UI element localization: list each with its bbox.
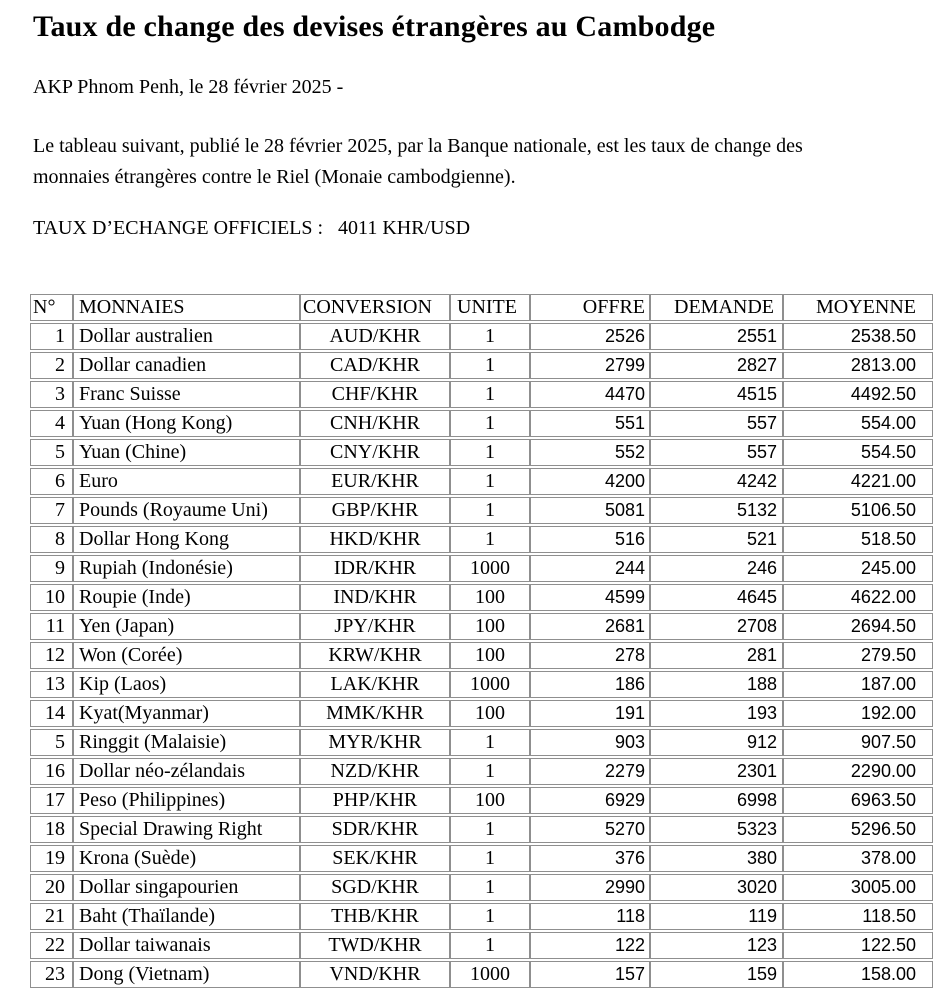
- table-row: [30, 497, 933, 524]
- cell-unit: 1000: [450, 671, 530, 698]
- cell-row-number: 12: [30, 642, 73, 669]
- cell-conversion: CNY/KHR: [300, 439, 450, 466]
- cell-row-number: 19: [30, 845, 73, 872]
- cell-average: 2813.00: [783, 352, 933, 379]
- cell-average: 122.50: [783, 932, 933, 959]
- cell-unit: 100: [450, 613, 530, 640]
- cell-offer: 5270: [530, 816, 650, 843]
- cell-row-number: 11: [30, 613, 73, 640]
- cell-demand: 521: [650, 526, 783, 553]
- cell-offer: 5081: [530, 497, 650, 524]
- table-row: [30, 468, 933, 495]
- cell-conversion: SDR/KHR: [300, 816, 450, 843]
- cell-average: 192.00: [783, 700, 933, 727]
- cell-currency-name: Franc Suisse: [73, 381, 300, 408]
- cell-demand: 123: [650, 932, 783, 959]
- cell-demand: 6998: [650, 787, 783, 814]
- cell-conversion: CAD/KHR: [300, 352, 450, 379]
- col-header-unit: UNITE: [450, 294, 530, 321]
- cell-currency-name: Kyat(Myanmar): [73, 700, 300, 727]
- cell-demand: 2708: [650, 613, 783, 640]
- cell-currency-name: Dollar néo-zélandais: [73, 758, 300, 785]
- cell-conversion: VND/KHR: [300, 961, 450, 988]
- cell-conversion: AUD/KHR: [300, 323, 450, 350]
- cell-row-number: 3: [30, 381, 73, 408]
- cell-unit: 1000: [450, 961, 530, 988]
- cell-demand: 188: [650, 671, 783, 698]
- cell-conversion: KRW/KHR: [300, 642, 450, 669]
- table-row: [30, 758, 933, 785]
- cell-offer: 903: [530, 729, 650, 756]
- cell-average: 554.00: [783, 410, 933, 437]
- cell-unit: 1: [450, 932, 530, 959]
- cell-unit: 1: [450, 410, 530, 437]
- cell-offer: 2990: [530, 874, 650, 901]
- cell-average: 3005.00: [783, 874, 933, 901]
- cell-conversion: IDR/KHR: [300, 555, 450, 582]
- cell-average: 158.00: [783, 961, 933, 988]
- cell-unit: 100: [450, 700, 530, 727]
- cell-offer: 552: [530, 439, 650, 466]
- table-row: [30, 700, 933, 727]
- col-header-offer: OFFRE: [530, 294, 650, 321]
- col-header-num: N°: [30, 294, 73, 321]
- cell-unit: 1000: [450, 555, 530, 582]
- cell-conversion: GBP/KHR: [300, 497, 450, 524]
- cell-average: 4221.00: [783, 468, 933, 495]
- cell-currency-name: Dollar canadien: [73, 352, 300, 379]
- cell-conversion: JPY/KHR: [300, 613, 450, 640]
- cell-unit: 1: [450, 903, 530, 930]
- cell-currency-name: Yen (Japan): [73, 613, 300, 640]
- cell-conversion: LAK/KHR: [300, 671, 450, 698]
- intro-line-1: Le tableau suivant, publié le 28 février 2025, par la Banque nationale, est les taux de change des: [33, 135, 803, 157]
- cell-row-number: 20: [30, 874, 73, 901]
- cell-average: 5106.50: [783, 497, 933, 524]
- cell-unit: 1: [450, 874, 530, 901]
- cell-conversion: TWD/KHR: [300, 932, 450, 959]
- cell-conversion: MYR/KHR: [300, 729, 450, 756]
- table-row: [30, 642, 933, 669]
- col-header-demand: DEMANDE: [650, 294, 783, 321]
- cell-unit: 100: [450, 584, 530, 611]
- cell-row-number: 18: [30, 816, 73, 843]
- cell-conversion: CHF/KHR: [300, 381, 450, 408]
- cell-row-number: 1: [30, 323, 73, 350]
- cell-currency-name: Krona (Suède): [73, 845, 300, 872]
- table-row: [30, 584, 933, 611]
- cell-demand: 557: [650, 439, 783, 466]
- col-header-average: MOYENNE: [783, 294, 933, 321]
- cell-offer: 6929: [530, 787, 650, 814]
- cell-unit: 100: [450, 787, 530, 814]
- cell-row-number: 6: [30, 468, 73, 495]
- table-row: [30, 845, 933, 872]
- dateline: AKP Phnom Penh, le 28 février 2025 -: [33, 76, 344, 98]
- cell-row-number: 10: [30, 584, 73, 611]
- table-header-row: [30, 294, 933, 321]
- cell-unit: 1: [450, 729, 530, 756]
- table-row: [30, 671, 933, 698]
- cell-currency-name: Yuan (Hong Kong): [73, 410, 300, 437]
- cell-currency-name: Kip (Laos): [73, 671, 300, 698]
- cell-conversion: THB/KHR: [300, 903, 450, 930]
- cell-unit: 1: [450, 381, 530, 408]
- cell-demand: 4645: [650, 584, 783, 611]
- cell-offer: 2799: [530, 352, 650, 379]
- table-row: [30, 932, 933, 959]
- cell-demand: 3020: [650, 874, 783, 901]
- official-exchange-rate: TAUX D’ECHANGE OFFICIELS : 4011 KHR/USD: [33, 217, 471, 239]
- cell-average: 6963.50: [783, 787, 933, 814]
- cell-offer: 2681: [530, 613, 650, 640]
- cell-row-number: 8: [30, 526, 73, 553]
- cell-average: 245.00: [783, 555, 933, 582]
- cell-offer: 157: [530, 961, 650, 988]
- page-title: Taux de change des devises étrangères au Cambodge: [33, 10, 716, 43]
- cell-unit: 1: [450, 497, 530, 524]
- cell-row-number: 9: [30, 555, 73, 582]
- cell-row-number: 7: [30, 497, 73, 524]
- table-row: [30, 352, 933, 379]
- cell-row-number: 22: [30, 932, 73, 959]
- cell-average: 118.50: [783, 903, 933, 930]
- cell-demand: 2827: [650, 352, 783, 379]
- exchange-rate-table: [30, 292, 933, 990]
- table-row: [30, 874, 933, 901]
- cell-demand: 2301: [650, 758, 783, 785]
- cell-conversion: HKD/KHR: [300, 526, 450, 553]
- cell-row-number: 23: [30, 961, 73, 988]
- table-row: [30, 439, 933, 466]
- cell-currency-name: Baht (Thaïlande): [73, 903, 300, 930]
- cell-offer: 4470: [530, 381, 650, 408]
- cell-demand: 557: [650, 410, 783, 437]
- table-row: [30, 555, 933, 582]
- cell-demand: 2551: [650, 323, 783, 350]
- cell-offer: 186: [530, 671, 650, 698]
- cell-offer: 2279: [530, 758, 650, 785]
- cell-demand: 912: [650, 729, 783, 756]
- cell-currency-name: Yuan (Chine): [73, 439, 300, 466]
- cell-currency-name: Dollar australien: [73, 323, 300, 350]
- cell-offer: 118: [530, 903, 650, 930]
- cell-demand: 159: [650, 961, 783, 988]
- cell-unit: 1: [450, 439, 530, 466]
- table-row: [30, 410, 933, 437]
- cell-conversion: NZD/KHR: [300, 758, 450, 785]
- cell-average: 4622.00: [783, 584, 933, 611]
- cell-row-number: 16: [30, 758, 73, 785]
- table-row: [30, 816, 933, 843]
- cell-demand: 4242: [650, 468, 783, 495]
- cell-average: 554.50: [783, 439, 933, 466]
- cell-demand: 119: [650, 903, 783, 930]
- cell-offer: 122: [530, 932, 650, 959]
- cell-conversion: SEK/KHR: [300, 845, 450, 872]
- cell-average: 2290.00: [783, 758, 933, 785]
- cell-conversion: SGD/KHR: [300, 874, 450, 901]
- cell-unit: 1: [450, 323, 530, 350]
- cell-row-number: 13: [30, 671, 73, 698]
- cell-unit: 1: [450, 845, 530, 872]
- table-row: [30, 381, 933, 408]
- cell-demand: 5323: [650, 816, 783, 843]
- cell-currency-name: Won (Corée): [73, 642, 300, 669]
- table-row: [30, 729, 933, 756]
- table-row: [30, 323, 933, 350]
- table-body: [30, 323, 933, 988]
- cell-demand: 4515: [650, 381, 783, 408]
- col-header-currency: MONNAIES: [73, 294, 300, 321]
- cell-conversion: MMK/KHR: [300, 700, 450, 727]
- cell-average: 518.50: [783, 526, 933, 553]
- cell-currency-name: Dollar Hong Kong: [73, 526, 300, 553]
- cell-offer: 516: [530, 526, 650, 553]
- cell-average: 378.00: [783, 845, 933, 872]
- cell-average: 279.50: [783, 642, 933, 669]
- cell-currency-name: Dong (Vietnam): [73, 961, 300, 988]
- cell-average: 907.50: [783, 729, 933, 756]
- cell-offer: 244: [530, 555, 650, 582]
- cell-average: 5296.50: [783, 816, 933, 843]
- cell-offer: 4599: [530, 584, 650, 611]
- cell-demand: 246: [650, 555, 783, 582]
- cell-row-number: 14: [30, 700, 73, 727]
- cell-unit: 100: [450, 642, 530, 669]
- cell-offer: 191: [530, 700, 650, 727]
- cell-offer: 278: [530, 642, 650, 669]
- cell-offer: 2526: [530, 323, 650, 350]
- cell-demand: 281: [650, 642, 783, 669]
- cell-conversion: PHP/KHR: [300, 787, 450, 814]
- cell-currency-name: Euro: [73, 468, 300, 495]
- col-header-conversion: CONVERSION: [300, 294, 450, 321]
- cell-currency-name: Special Drawing Right: [73, 816, 300, 843]
- table-row: [30, 961, 933, 988]
- cell-unit: 1: [450, 468, 530, 495]
- cell-offer: 551: [530, 410, 650, 437]
- cell-unit: 1: [450, 352, 530, 379]
- cell-currency-name: Pounds (Royaume Uni): [73, 497, 300, 524]
- cell-unit: 1: [450, 816, 530, 843]
- cell-average: 187.00: [783, 671, 933, 698]
- table-row: [30, 613, 933, 640]
- cell-row-number: 4: [30, 410, 73, 437]
- cell-average: 2538.50: [783, 323, 933, 350]
- cell-demand: 380: [650, 845, 783, 872]
- cell-conversion: EUR/KHR: [300, 468, 450, 495]
- table-row: [30, 526, 933, 553]
- cell-average: 2694.50: [783, 613, 933, 640]
- cell-currency-name: Roupie (Inde): [73, 584, 300, 611]
- intro-line-2: monnaies étrangères contre le Riel (Monaie cambodgienne).: [33, 166, 516, 188]
- cell-currency-name: Dollar taiwanais: [73, 932, 300, 959]
- cell-offer: 376: [530, 845, 650, 872]
- cell-offer: 4200: [530, 468, 650, 495]
- table-row: [30, 787, 933, 814]
- cell-conversion: CNH/KHR: [300, 410, 450, 437]
- cell-currency-name: Dollar singapourien: [73, 874, 300, 901]
- cell-currency-name: Peso (Philippines): [73, 787, 300, 814]
- cell-demand: 193: [650, 700, 783, 727]
- cell-conversion: IND/KHR: [300, 584, 450, 611]
- cell-average: 4492.50: [783, 381, 933, 408]
- intro-paragraph: [33, 131, 935, 193]
- cell-row-number: 21: [30, 903, 73, 930]
- cell-unit: 1: [450, 526, 530, 553]
- cell-row-number: 17: [30, 787, 73, 814]
- cell-row-number: 5: [30, 439, 73, 466]
- cell-demand: 5132: [650, 497, 783, 524]
- cell-row-number: 5: [30, 729, 73, 756]
- cell-currency-name: Rupiah (Indonésie): [73, 555, 300, 582]
- table-row: [30, 903, 933, 930]
- cell-currency-name: Ringgit (Malaisie): [73, 729, 300, 756]
- cell-row-number: 2: [30, 352, 73, 379]
- cell-unit: 1: [450, 758, 530, 785]
